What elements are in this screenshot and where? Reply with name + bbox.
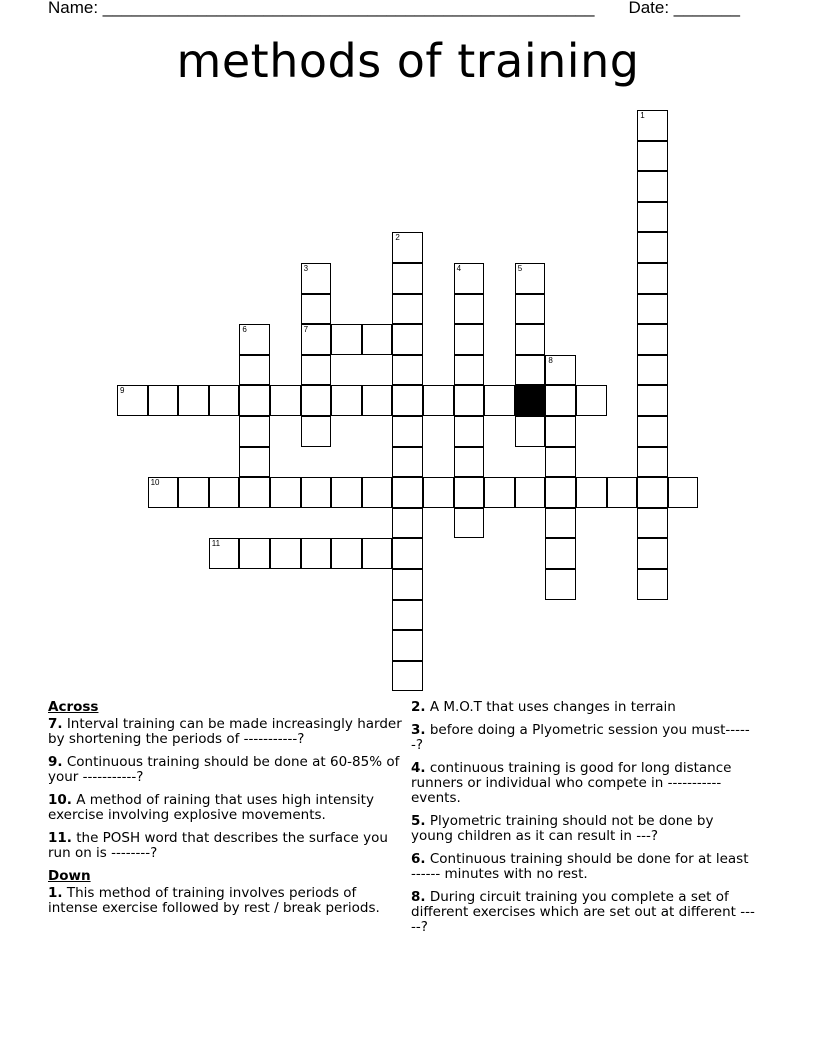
clue-number: 5. <box>411 813 426 829</box>
crossword-cell[interactable] <box>637 508 668 539</box>
crossword-cell[interactable] <box>178 477 209 508</box>
cell-number: 6 <box>242 325 247 335</box>
clue-number: 10. <box>48 792 72 808</box>
crossword-cell[interactable] <box>392 232 423 263</box>
clue-number: 9. <box>48 754 63 770</box>
crossword-cell[interactable] <box>331 538 362 569</box>
clue-number: 4. <box>411 760 426 776</box>
cell-number: 2 <box>395 233 400 243</box>
crossword-cell[interactable] <box>239 385 270 416</box>
crossword-cell[interactable] <box>362 385 393 416</box>
crossword-cell[interactable] <box>637 141 668 172</box>
crossword-cell[interactable] <box>392 630 423 661</box>
crossword-cell[interactable] <box>637 447 668 478</box>
clue-text: Continuous training should be done at 60-85% of your -----------? <box>48 754 400 785</box>
crossword-cell[interactable] <box>637 294 668 325</box>
clue-text: During circuit training you complete a set of different exercises which are set out at different -----? <box>411 889 755 935</box>
crossword-cell[interactable] <box>301 477 332 508</box>
cell-number: 1 <box>640 111 645 120</box>
clue-down-6 <box>411 852 756 882</box>
clue-down-4 <box>411 761 756 806</box>
crossword-cell[interactable] <box>637 263 668 294</box>
clue-text: Plyometric training should not be done by young children as it can result in ---? <box>411 813 714 844</box>
crossword-cell[interactable] <box>362 324 393 355</box>
crossword-cell[interactable] <box>454 508 485 539</box>
crossword-cell[interactable] <box>392 661 423 692</box>
clue-text: A M.O.T that uses changes in terrain <box>429 699 676 715</box>
clue-down-3 <box>411 723 756 753</box>
crossword-cell[interactable] <box>515 477 546 508</box>
crossword-cell[interactable] <box>301 416 332 447</box>
clue-down-1 <box>48 886 408 916</box>
crossword-cell[interactable] <box>454 355 485 386</box>
down-heading: Down <box>48 868 91 884</box>
clue-text: before doing a Plyometric session you must------? <box>411 722 750 753</box>
clue-text: Continuous training should be done for at least ------ minutes with no rest. <box>411 851 749 882</box>
clue-text: This method of training involves periods of intense exercise followed by rest / break periods. <box>48 885 380 916</box>
clue-number: 3. <box>411 722 426 738</box>
crossword-cell[interactable] <box>331 385 362 416</box>
crossword-cell[interactable] <box>637 569 668 600</box>
crossword-cell[interactable] <box>545 477 576 508</box>
crossword-cell[interactable] <box>392 538 423 569</box>
clue-down-5 <box>411 814 756 844</box>
crossword-cell[interactable] <box>576 385 607 416</box>
date-field-label: Date: _______ <box>628 0 740 17</box>
crossword-cell[interactable] <box>178 385 209 416</box>
crossword-cell[interactable] <box>209 385 240 416</box>
crossword-cell[interactable] <box>515 416 546 447</box>
crossword-cell[interactable] <box>392 294 423 325</box>
crossword-cell[interactable] <box>239 477 270 508</box>
crossword-cell[interactable] <box>392 355 423 386</box>
crossword-cell[interactable] <box>637 416 668 447</box>
clue-across-9 <box>48 755 408 785</box>
crossword-cell[interactable] <box>148 385 179 416</box>
crossword-cell[interactable] <box>637 202 668 233</box>
crossword-cell[interactable] <box>454 447 485 478</box>
crossword-cell[interactable] <box>637 324 668 355</box>
crossword-cell[interactable] <box>392 263 423 294</box>
crossword-cell[interactable] <box>454 385 485 416</box>
crossword-cell[interactable] <box>270 477 301 508</box>
crossword-cell[interactable] <box>392 447 423 478</box>
crossword-cell[interactable] <box>545 416 576 447</box>
clue-text: the POSH word that describes the surface you run on is --------? <box>48 830 388 861</box>
crossword-cell[interactable] <box>545 538 576 569</box>
crossword-cell[interactable] <box>362 538 393 569</box>
clue-across-11 <box>48 831 408 861</box>
crossword-cell[interactable] <box>239 416 270 447</box>
crossword-cell[interactable] <box>392 416 423 447</box>
crossword-cell[interactable] <box>454 416 485 447</box>
crossword-cell[interactable] <box>362 477 393 508</box>
crossword-cell[interactable] <box>454 477 485 508</box>
name-field-label: Name: ____________________________________________________ <box>48 0 595 17</box>
crossword-cell[interactable] <box>331 324 362 355</box>
crossword-cell[interactable] <box>637 110 668 141</box>
crossword-cell[interactable] <box>545 508 576 539</box>
crossword-cell[interactable] <box>209 477 240 508</box>
crossword-cell[interactable] <box>392 569 423 600</box>
cell-number: 10 <box>150 478 160 488</box>
page-title: methods of training <box>176 34 640 88</box>
crossword-cell[interactable] <box>392 324 423 355</box>
crossword-cell[interactable] <box>392 600 423 631</box>
clue-text: A method of raining that uses high intensity exercise involving explosive movements. <box>48 792 374 823</box>
clue-down-8 <box>411 890 756 935</box>
crossword-cell[interactable] <box>239 324 270 355</box>
clue-number: 8. <box>411 889 426 905</box>
clue-number: 6. <box>411 851 426 867</box>
clue-across-10 <box>48 793 408 823</box>
clues-right-column <box>411 700 756 943</box>
crossword-cell[interactable] <box>637 385 668 416</box>
crossword-cell[interactable] <box>454 263 485 294</box>
crossword-cell[interactable] <box>270 385 301 416</box>
cell-number: 7 <box>303 325 309 335</box>
crossword-cell[interactable] <box>392 385 423 416</box>
clue-across-7 <box>48 717 408 747</box>
crossword-cell[interactable] <box>331 477 362 508</box>
crossword-cell[interactable] <box>637 477 668 508</box>
cell-number: 3 <box>303 264 309 273</box>
crossword-cell[interactable] <box>301 355 332 386</box>
crossword-cell[interactable] <box>301 263 332 294</box>
across-heading: Across <box>48 699 99 715</box>
crossword-cell[interactable] <box>576 477 607 508</box>
crossword-cell[interactable] <box>239 447 270 478</box>
crossword-cell[interactable] <box>239 538 270 569</box>
crossword-cell[interactable] <box>301 538 332 569</box>
cell-number: 4 <box>456 264 462 273</box>
crossword-cell[interactable] <box>668 477 699 508</box>
crossword-cell[interactable] <box>637 232 668 263</box>
crossword-cell[interactable] <box>301 294 332 325</box>
crossword-cell[interactable] <box>545 447 576 478</box>
cell-number: 9 <box>120 386 125 396</box>
crossword-cell[interactable] <box>270 538 301 569</box>
crossword-cell[interactable] <box>637 538 668 569</box>
crossword-cell[interactable] <box>484 477 515 508</box>
crossword-cell[interactable] <box>515 355 546 386</box>
clue-number: 2. <box>411 699 426 715</box>
crossword-cell[interactable] <box>392 508 423 539</box>
crossword-cell[interactable] <box>209 538 240 569</box>
crossword-cell[interactable] <box>637 171 668 202</box>
crossword-cell[interactable] <box>545 569 576 600</box>
clues-left-column <box>48 700 408 924</box>
crossword-cell[interactable] <box>607 477 638 508</box>
crossword-cell[interactable] <box>545 355 576 386</box>
crossword-cell[interactable] <box>148 477 179 508</box>
cell-number: 11 <box>211 539 221 549</box>
blocked-cell <box>515 385 546 416</box>
crossword-cell[interactable] <box>515 294 546 325</box>
crossword-cell[interactable] <box>515 263 546 294</box>
crossword-cell[interactable] <box>301 385 332 416</box>
clue-down-2 <box>411 700 756 715</box>
clue-text: continuous training is good for long distance runners or individual who compete in ----------- events. <box>411 760 732 806</box>
cell-number: 8 <box>548 355 553 365</box>
crossword-cell[interactable] <box>239 355 270 386</box>
cell-number: 5 <box>517 264 523 273</box>
crossword-cell[interactable] <box>423 477 454 508</box>
clue-number: 1. <box>48 885 63 901</box>
crossword-cell[interactable] <box>454 294 485 325</box>
clue-number: 11. <box>48 830 72 846</box>
crossword-cell[interactable] <box>637 355 668 386</box>
clue-text: Interval training can be made increasingly harder by shortening the periods of -----------? <box>48 716 402 747</box>
crossword-cell[interactable] <box>301 324 332 355</box>
clue-number: 7. <box>48 716 63 732</box>
crossword-cell[interactable] <box>117 385 148 416</box>
crossword-cell[interactable] <box>423 385 454 416</box>
crossword-cell[interactable] <box>454 324 485 355</box>
crossword-cell[interactable] <box>392 477 423 508</box>
crossword-cell[interactable] <box>545 385 576 416</box>
crossword-cell[interactable] <box>515 324 546 355</box>
crossword-cell[interactable] <box>484 385 515 416</box>
